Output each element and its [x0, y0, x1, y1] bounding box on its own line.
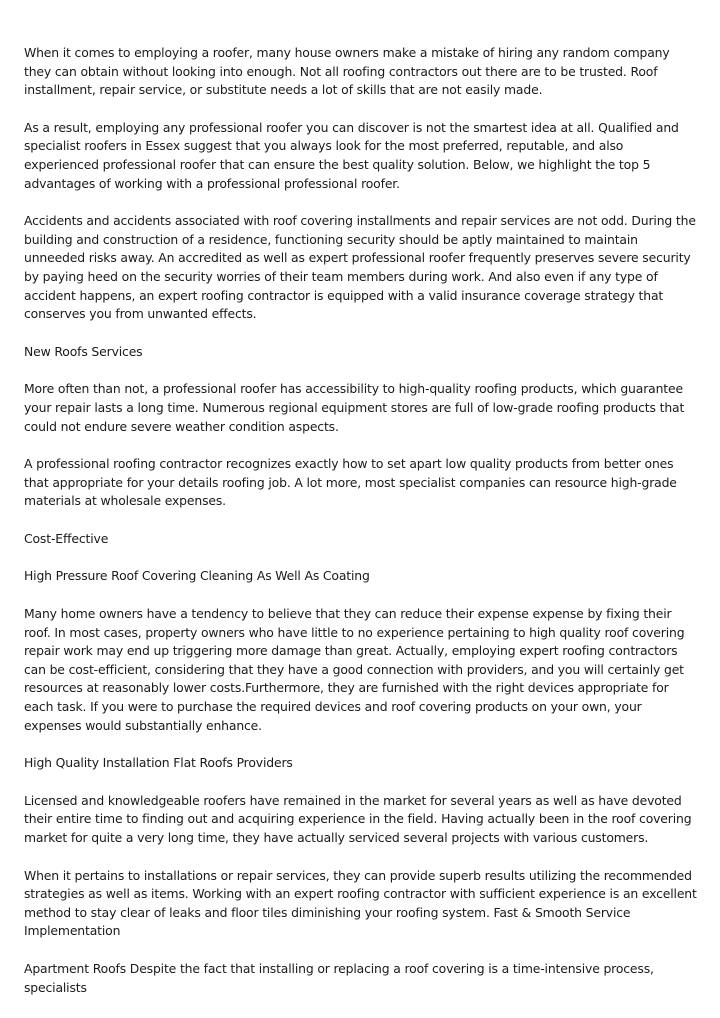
heading-cost-effective: Cost-Effective	[24, 530, 109, 546]
paragraph-cost-efficient: Many home owners have a tendency to believe that they can reduce their expense expense by fixing their roof. In most cases, property owners who have little to no experience pertaining to high quality roof covering repair work may end up triggering more damage than great. Actually, employing expert roofing contractors can be cost-efficient, considering that they have a good connection with providers, and you will certainly get resources at reasonably lower costs.Furthermore, they are furnished with the right devices appropriate for each task. If you were to purchase the required devices and roof covering products on your own, your expenses would substantially enhance.	[24, 606, 685, 733]
paragraph-safety: Accidents and accidents associated with roof covering installments and repair services are not odd. During the building and construction of a residence, functioning security should be aptly maintained to maintain unneeded risks away. An accredited as well as expert professional roofer frequently preserves severe security by paying heed on the security worries of their team members during work. And also even if any type of accident happens, an expert roofing contractor is equipped with a valid insurance coverage strategy that conserves you from unwanted effects.	[24, 213, 696, 322]
paragraph-installations: When it pertains to installations or repair services, they can provide superb results utilizing the recommended strategies as well as items. Working with an expert roofing contractor with sufficient experience is an excellent method to stay clear of leaks and floor tiles diminishing your roofing system. Fast & Smooth Service Implementation	[24, 867, 697, 939]
paragraph-quality-products: More often than not, a professional roofer has accessibility to high-quality roofing products, which guarantee your repair lasts a long time. Numerous regional equipment stores are full of low-grade roofing products that could not endure severe weather condition aspects.	[24, 381, 685, 434]
heading-new-roofs-services: New Roofs Services	[24, 343, 143, 359]
paragraph-experience: Licensed and knowledgeable roofers have remained in the market for several years as well as have devoted their entire time to finding out and acquiring experience in the field. Having actually been in the roof covering market for quite a very long time, they have actually serviced several projects with various customers.	[24, 792, 692, 845]
heading-flat-roofs: High Quality Installation Flat Roofs Providers	[24, 755, 293, 771]
paragraph-professional-roofer: As a result, employing any professional roofer you can discover is not the smartest idea at all. Qualified and specialist roofers in Essex suggest that you always look for the most preferred, reputable, and also experienced professional roofer that can ensure the best quality solution. Below, we highlight the top 5 advantages of working with a professional professional roofer.	[24, 119, 679, 191]
paragraph-materials: A professional roofing contractor recognizes exactly how to set apart low quality products from better ones that appropriate for your details roofing job. A lot more, most specialist companies can resource high-grade materials at wholesale expenses.	[24, 456, 677, 509]
paragraph-hiring-mistake: When it comes to employing a roofer, many house owners make a mistake of hiring any random company they can obtain without looking into enough. Not all roofing contractors out there are to be trusted. Roof installment, repair service, or substitute needs a lot of skills that are not easily made.	[24, 45, 670, 98]
paragraph-apartment-roofs: Apartment Roofs Despite the fact that installing or replacing a roof covering is a time-intensive process, specialists	[24, 960, 654, 995]
heading-high-pressure-cleaning: High Pressure Roof Covering Cleaning As Well As Coating	[24, 568, 370, 584]
